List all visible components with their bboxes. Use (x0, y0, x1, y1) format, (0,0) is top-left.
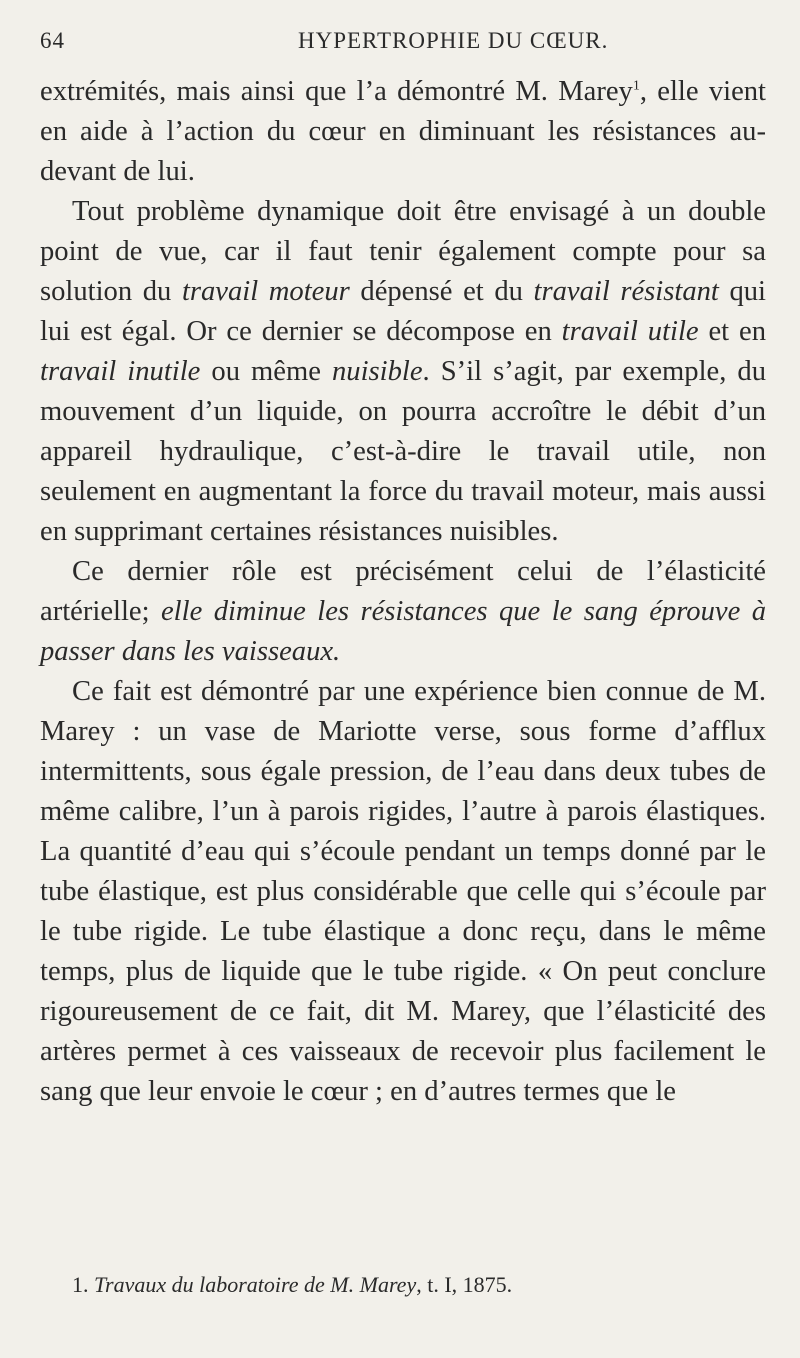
page-header (40, 20, 760, 60)
page-number: 64 (40, 28, 65, 53)
emphasis: nuisible (331, 356, 423, 387)
text-span: et en (698, 316, 767, 347)
body-text (40, 72, 766, 1112)
footnote-title: Travaux du laboratoire de M. Marey (94, 1272, 417, 1297)
text-span: , elle vient en aide à l’action du cœur en diminuant les résistances au-devant de lui. (40, 76, 766, 187)
emphasis: elle diminue les résistances que le sang éprouve à passer dans les vaisseaux. (40, 596, 766, 667)
paragraph-2 (40, 192, 766, 552)
text-span: dépensé et du (349, 276, 534, 307)
running-title: HYPERTROPHIE DU CŒUR. (298, 28, 609, 53)
text-span: Ce dernier rôle est précisément celui de l’élasticité artérielle; (40, 556, 766, 627)
paragraph-3 (40, 552, 766, 672)
text-span: . S’il s’agit, par exemple, du mouvement d’un liquide, on pourra accroître le débit d’un appareil hydraulique, c’est-à-dire le travail utile, non seulement en augmentant la force du travail moteur, mais aussi en supprimant certaines résistances nuisibles. (40, 356, 766, 547)
text-span: Ce fait est démontré par une expérience bien connue de M. Marey : un vase de Mariotte verse, sous forme d’afflux intermittents, sous égale pression, de l’eau dans deux tubes de même calibre, l’un à parois rigides, l’autre à parois élastiques. La quantité d’eau qui s’écoule pendant un temps donné par le tube élastique, est plus considérable que celle qui s’écoule par le tube rigide. Le tube élastique a donc reçu, dans le même temps, plus de liquide que le tube rigide. « On peut conclure rigoureusement de ce fait, dit M. Marey, que l’élasticité des artères permet à ces vaisseaux de recevoir plus facilement le sang que leur envoie le cœur ; en d’autres termes que le (40, 676, 766, 1107)
paragraph-4 (40, 672, 766, 1112)
footnote-reference: 1 (632, 78, 640, 94)
text-span: ou même (200, 356, 332, 387)
footnote (72, 1270, 762, 1300)
text-span: extrémités, mais ainsi que l’a démontré M. Marey (40, 76, 633, 107)
emphasis: travail inutile (40, 356, 201, 387)
emphasis: travail moteur (181, 276, 350, 307)
text-span: Tout problème dynamique doit être envisagé à un double point de vue, car il faut tenir également compte pour sa solution du (40, 196, 766, 307)
text-span: qui lui est égal. Or ce dernier se décompose en (40, 276, 766, 347)
emphasis: travail résistant (533, 276, 719, 307)
emphasis: travail utile (561, 316, 699, 347)
footnote-details: , t. I, 1875. (416, 1272, 513, 1297)
footnote-number: 1. (72, 1272, 89, 1297)
paragraph-1 (40, 72, 766, 192)
